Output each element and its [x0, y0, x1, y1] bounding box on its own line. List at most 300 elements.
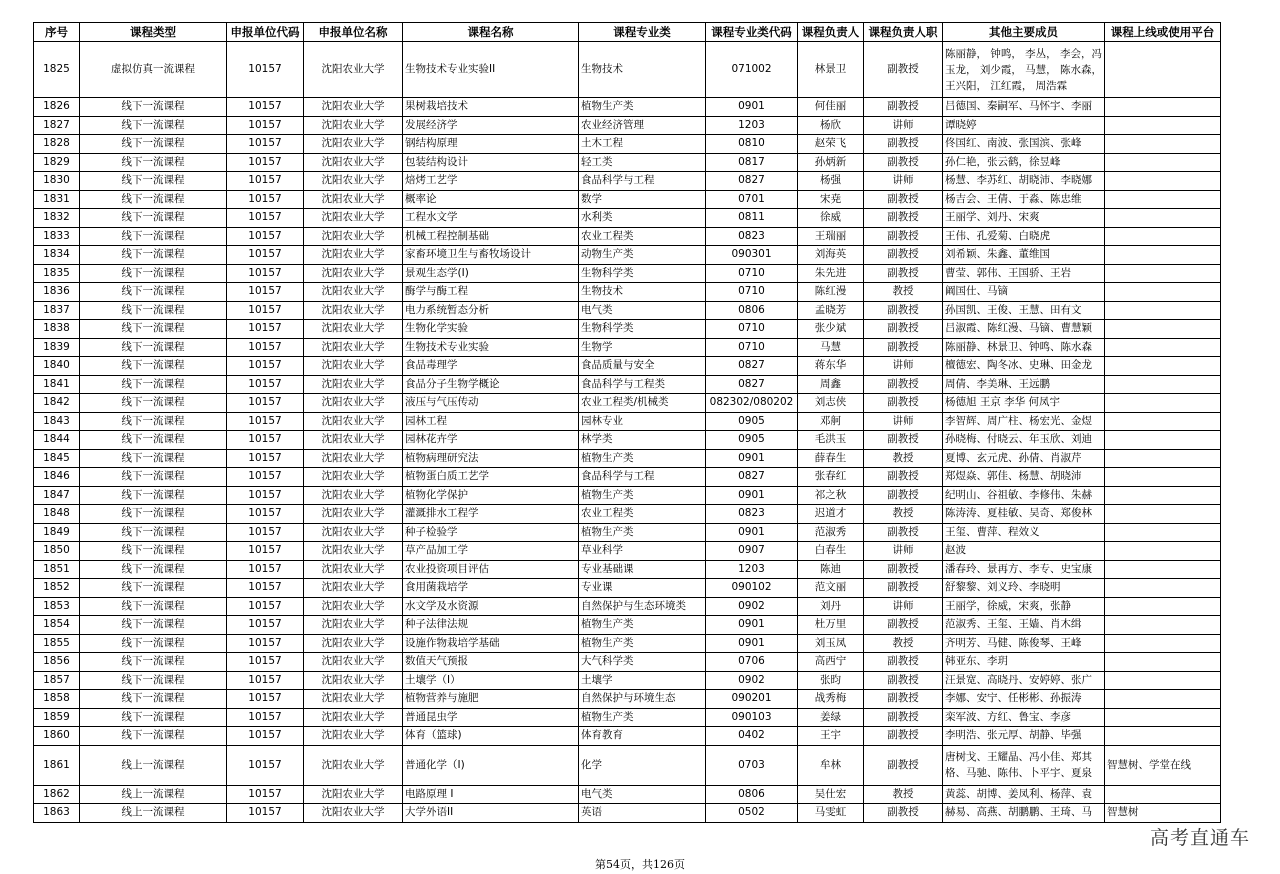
cell-lead-title: 教授 — [864, 449, 943, 468]
cell-major-category: 体育教育 — [579, 727, 706, 746]
cell-members: 赵波 — [943, 542, 1105, 561]
watermark-text: 高考直通车 — [1149, 827, 1250, 849]
cell-major-category: 大气科学类 — [579, 653, 706, 672]
cell-course-type: 线下一流课程 — [80, 486, 227, 505]
cell-course-name: 水文学及水资源 — [403, 597, 579, 616]
cell-unit-code: 10157 — [227, 523, 304, 542]
header-lead: 课程负责人 — [798, 23, 864, 42]
cell-major-code: 0806 — [706, 301, 798, 320]
cell-unit-name: 沈阳农业大学 — [304, 153, 403, 172]
cell-unit-code: 10157 — [227, 708, 304, 727]
cell-course-type: 线下一流课程 — [80, 116, 227, 135]
header-major-category: 课程专业类 — [579, 23, 706, 42]
cell-major-category: 英语 — [579, 804, 706, 823]
cell-course-name: 发展经济学 — [403, 116, 579, 135]
cell-major-category: 草业科学 — [579, 542, 706, 561]
cell-lead: 杨强 — [798, 172, 864, 191]
cell-platform — [1105, 560, 1221, 579]
cell-lead-title: 副教授 — [864, 579, 943, 598]
cell-unit-name: 沈阳农业大学 — [304, 98, 403, 117]
table-row — [34, 394, 1221, 413]
cell-lead: 朱先进 — [798, 264, 864, 283]
cell-major-category: 植物生产类 — [579, 708, 706, 727]
cell-platform — [1105, 153, 1221, 172]
cell-lead: 杨欣 — [798, 116, 864, 135]
cell-seq: 1862 — [34, 785, 80, 804]
cell-lead-title: 副教授 — [864, 338, 943, 357]
table-row — [34, 412, 1221, 431]
cell-course-name: 焙烤工艺学 — [403, 172, 579, 191]
cell-seq: 1859 — [34, 708, 80, 727]
cell-lead: 林景卫 — [798, 42, 864, 98]
cell-seq: 1849 — [34, 523, 80, 542]
cell-course-type: 线下一流课程 — [80, 505, 227, 524]
cell-members: 黄蕊、胡博、姜凤利、杨萍、袁 — [943, 785, 1105, 804]
cell-members: 吕淑霞、陈红漫、马镝、曹慧颖 — [943, 320, 1105, 339]
cell-major-code: 0827 — [706, 375, 798, 394]
cell-major-code: 0710 — [706, 283, 798, 302]
cell-members: 齐明芳、马健、陈俊琴、王峰 — [943, 634, 1105, 653]
cell-platform: 智慧树、学堂在线 — [1105, 745, 1221, 785]
cell-major-code: 0827 — [706, 357, 798, 376]
cell-members: 赫易、高燕、胡鹏鹏、王琦、马 — [943, 804, 1105, 823]
cell-major-code: 1203 — [706, 116, 798, 135]
cell-seq: 1856 — [34, 653, 80, 672]
cell-major-code: 0402 — [706, 727, 798, 746]
cell-seq: 1846 — [34, 468, 80, 487]
cell-course-name: 草产品加工学 — [403, 542, 579, 561]
cell-members: 潘春玲、景再方、李专、史宝康 — [943, 560, 1105, 579]
cell-platform — [1105, 708, 1221, 727]
cell-lead-title: 副教授 — [864, 375, 943, 394]
cell-course-name: 灌溉排水工程学 — [403, 505, 579, 524]
cell-seq: 1832 — [34, 209, 80, 228]
cell-major-code: 0502 — [706, 804, 798, 823]
cell-unit-name: 沈阳农业大学 — [304, 785, 403, 804]
cell-major-code: 0710 — [706, 320, 798, 339]
cell-platform — [1105, 785, 1221, 804]
cell-major-code: 090103 — [706, 708, 798, 727]
cell-unit-code: 10157 — [227, 153, 304, 172]
cell-major-category: 专业基础课 — [579, 560, 706, 579]
cell-platform — [1105, 616, 1221, 635]
cell-major-code: 0901 — [706, 523, 798, 542]
table-row — [34, 616, 1221, 635]
cell-major-category: 植物生产类 — [579, 449, 706, 468]
cell-platform — [1105, 449, 1221, 468]
table-row — [34, 42, 1221, 98]
cell-members: 纪明山、谷祖敏、李修伟、朱赫 — [943, 486, 1105, 505]
cell-seq: 1840 — [34, 357, 80, 376]
cell-platform — [1105, 98, 1221, 117]
cell-course-name: 钢结构原理 — [403, 135, 579, 154]
cell-major-category: 生物科学类 — [579, 320, 706, 339]
cell-seq: 1835 — [34, 264, 80, 283]
cell-members: 陈丽静， 钟鸣， 李丛， 李会，冯 玉龙， 刘少霞， 马慧， 陈水森， 王兴阳， 江红霞， 周浩霖 — [943, 42, 1105, 98]
cell-platform — [1105, 116, 1221, 135]
cell-course-type: 线下一流课程 — [80, 634, 227, 653]
cell-unit-code: 10157 — [227, 671, 304, 690]
cell-seq: 1845 — [34, 449, 80, 468]
cell-lead: 张少斌 — [798, 320, 864, 339]
cell-course-name: 果树栽培技术 — [403, 98, 579, 117]
cell-unit-name: 沈阳农业大学 — [304, 616, 403, 635]
cell-course-type: 线下一流课程 — [80, 320, 227, 339]
cell-seq: 1850 — [34, 542, 80, 561]
cell-course-type: 线下一流课程 — [80, 412, 227, 431]
cell-platform — [1105, 320, 1221, 339]
cell-seq: 1830 — [34, 172, 80, 191]
header-lead-title: 课程负责人职 — [864, 23, 943, 42]
cell-major-category: 轻工类 — [579, 153, 706, 172]
cell-unit-name: 沈阳农业大学 — [304, 671, 403, 690]
cell-unit-code: 10157 — [227, 690, 304, 709]
cell-lead-title: 副教授 — [864, 98, 943, 117]
cell-lead: 姜绿 — [798, 708, 864, 727]
cell-lead: 马慧 — [798, 338, 864, 357]
cell-lead-title: 讲师 — [864, 597, 943, 616]
cell-major-category: 农业工程类 — [579, 227, 706, 246]
cell-major-code: 0710 — [706, 338, 798, 357]
cell-lead-title: 副教授 — [864, 468, 943, 487]
cell-lead: 蒋东华 — [798, 357, 864, 376]
cell-course-type: 线下一流课程 — [80, 227, 227, 246]
table-row — [34, 745, 1221, 785]
cell-course-name: 概率论 — [403, 190, 579, 209]
cell-major-category: 生物科学类 — [579, 264, 706, 283]
cell-course-name: 园林工程 — [403, 412, 579, 431]
cell-unit-code: 10157 — [227, 745, 304, 785]
cell-lead: 邓舸 — [798, 412, 864, 431]
cell-major-code: 082302/080202 — [706, 394, 798, 413]
cell-unit-code: 10157 — [227, 431, 304, 450]
cell-lead-title: 副教授 — [864, 690, 943, 709]
cell-major-code: 0827 — [706, 468, 798, 487]
cell-seq: 1826 — [34, 98, 80, 117]
table-row — [34, 301, 1221, 320]
cell-unit-code: 10157 — [227, 785, 304, 804]
cell-members: 杨德旭 王京 李华 何凤宇 — [943, 394, 1105, 413]
cell-seq: 1848 — [34, 505, 80, 524]
cell-course-type: 线下一流课程 — [80, 671, 227, 690]
cell-major-category: 食品科学与工程类 — [579, 375, 706, 394]
header-course-name: 课程名称 — [403, 23, 579, 42]
cell-major-category: 自然保护与生态环境类 — [579, 597, 706, 616]
cell-major-code: 0905 — [706, 412, 798, 431]
cell-course-name: 电力系统暂态分析 — [403, 301, 579, 320]
cell-members: 陈丽静、林景卫、钟鸣、陈水森 — [943, 338, 1105, 357]
cell-lead: 陈红漫 — [798, 283, 864, 302]
cell-unit-name: 沈阳农业大学 — [304, 42, 403, 98]
cell-members: 李明浩、张元厚、胡静、毕强 — [943, 727, 1105, 746]
cell-seq: 1852 — [34, 579, 80, 598]
cell-unit-name: 沈阳农业大学 — [304, 523, 403, 542]
cell-course-name: 家畜环境卫生与畜牧场设计 — [403, 246, 579, 265]
cell-major-category: 电气类 — [579, 785, 706, 804]
cell-major-category: 化学 — [579, 745, 706, 785]
cell-unit-name: 沈阳农业大学 — [304, 375, 403, 394]
cell-lead-title: 副教授 — [864, 745, 943, 785]
cell-course-name: 植物营养与施肥 — [403, 690, 579, 709]
cell-course-type: 线下一流课程 — [80, 690, 227, 709]
cell-platform — [1105, 579, 1221, 598]
cell-course-name: 食品毒理学 — [403, 357, 579, 376]
cell-seq: 1839 — [34, 338, 80, 357]
cell-course-type: 线上一流课程 — [80, 745, 227, 785]
cell-unit-code: 10157 — [227, 468, 304, 487]
cell-lead: 白春生 — [798, 542, 864, 561]
cell-platform — [1105, 634, 1221, 653]
cell-course-type: 线下一流课程 — [80, 264, 227, 283]
table-row — [34, 597, 1221, 616]
cell-lead-title: 副教授 — [864, 523, 943, 542]
table-row — [34, 153, 1221, 172]
cell-lead-title: 副教授 — [864, 264, 943, 283]
cell-unit-name: 沈阳农业大学 — [304, 542, 403, 561]
cell-course-name: 酶学与酶工程 — [403, 283, 579, 302]
cell-course-type: 线下一流课程 — [80, 579, 227, 598]
cell-lead: 王宇 — [798, 727, 864, 746]
cell-seq: 1827 — [34, 116, 80, 135]
cell-major-category: 土木工程 — [579, 135, 706, 154]
cell-major-category: 林学类 — [579, 431, 706, 450]
cell-platform — [1105, 505, 1221, 524]
cell-unit-code: 10157 — [227, 634, 304, 653]
header-course-type: 课程类型 — [80, 23, 227, 42]
cell-unit-code: 10157 — [227, 98, 304, 117]
cell-unit-code: 10157 — [227, 42, 304, 98]
cell-members: 吕德国、秦嗣军、马怀宇、李丽 — [943, 98, 1105, 117]
cell-course-type: 线下一流课程 — [80, 338, 227, 357]
cell-major-code: 0907 — [706, 542, 798, 561]
cell-major-code: 0901 — [706, 486, 798, 505]
cell-members: 栾军波、方红、鲁宝、李彦 — [943, 708, 1105, 727]
cell-course-name: 电路原理 I — [403, 785, 579, 804]
cell-members: 汪景宽、高晓丹、安婷婷、张广 — [943, 671, 1105, 690]
cell-unit-code: 10157 — [227, 653, 304, 672]
cell-members: 刘希颖、朱鑫、董维国 — [943, 246, 1105, 265]
cell-course-type: 线下一流课程 — [80, 301, 227, 320]
cell-platform — [1105, 597, 1221, 616]
cell-members: 杨慧、李苏红、胡晓沛、李晓娜 — [943, 172, 1105, 191]
cell-platform — [1105, 357, 1221, 376]
cell-course-name: 植物化学保护 — [403, 486, 579, 505]
cell-unit-name: 沈阳农业大学 — [304, 301, 403, 320]
cell-platform — [1105, 135, 1221, 154]
cell-major-category: 植物生产类 — [579, 616, 706, 635]
table-row — [34, 98, 1221, 117]
cell-lead-title: 副教授 — [864, 209, 943, 228]
cell-unit-name: 沈阳农业大学 — [304, 449, 403, 468]
cell-course-name: 植物蛋白质工艺学 — [403, 468, 579, 487]
cell-unit-code: 10157 — [227, 579, 304, 598]
cell-major-category: 食品科学与工程 — [579, 468, 706, 487]
cell-members: 王伟、孔爱菊、白晓虎 — [943, 227, 1105, 246]
cell-lead-title: 副教授 — [864, 301, 943, 320]
table-row — [34, 449, 1221, 468]
cell-lead-title: 副教授 — [864, 227, 943, 246]
cell-unit-name: 沈阳农业大学 — [304, 116, 403, 135]
cell-course-name: 普通化学（I) — [403, 745, 579, 785]
cell-major-code: 090201 — [706, 690, 798, 709]
table-row — [34, 486, 1221, 505]
cell-unit-name: 沈阳农业大学 — [304, 209, 403, 228]
cell-course-type: 线下一流课程 — [80, 449, 227, 468]
cell-unit-code: 10157 — [227, 209, 304, 228]
cell-unit-name: 沈阳农业大学 — [304, 727, 403, 746]
cell-course-type: 线下一流课程 — [80, 209, 227, 228]
cell-course-name: 园林花卉学 — [403, 431, 579, 450]
cell-seq: 1843 — [34, 412, 80, 431]
cell-major-code: 0901 — [706, 449, 798, 468]
cell-major-code: 0706 — [706, 653, 798, 672]
cell-major-code: 0905 — [706, 431, 798, 450]
cell-course-type: 线下一流课程 — [80, 523, 227, 542]
cell-unit-code: 10157 — [227, 338, 304, 357]
cell-course-type: 线下一流课程 — [80, 542, 227, 561]
cell-course-name: 食品分子生物学概论 — [403, 375, 579, 394]
cell-course-type: 虚拟仿真一流课程 — [80, 42, 227, 98]
cell-seq: 1829 — [34, 153, 80, 172]
cell-seq: 1841 — [34, 375, 80, 394]
cell-unit-code: 10157 — [227, 597, 304, 616]
cell-unit-code: 10157 — [227, 375, 304, 394]
cell-platform — [1105, 283, 1221, 302]
cell-major-category: 电气类 — [579, 301, 706, 320]
cell-unit-name: 沈阳农业大学 — [304, 320, 403, 339]
cell-major-code: 0710 — [706, 264, 798, 283]
cell-course-name: 工程水文学 — [403, 209, 579, 228]
cell-course-type: 线下一流课程 — [80, 431, 227, 450]
cell-major-code: 0901 — [706, 98, 798, 117]
table-row — [34, 708, 1221, 727]
cell-platform — [1105, 523, 1221, 542]
table-row — [34, 375, 1221, 394]
cell-lead: 何佳丽 — [798, 98, 864, 117]
cell-major-category: 土壤学 — [579, 671, 706, 690]
cell-lead: 宋尭 — [798, 190, 864, 209]
cell-course-type: 线下一流课程 — [80, 375, 227, 394]
cell-platform — [1105, 412, 1221, 431]
cell-lead: 张春红 — [798, 468, 864, 487]
cell-major-code: 0823 — [706, 505, 798, 524]
header-unit-name: 申报单位名称 — [304, 23, 403, 42]
cell-major-category: 植物生产类 — [579, 98, 706, 117]
table-row — [34, 357, 1221, 376]
cell-unit-name: 沈阳农业大学 — [304, 431, 403, 450]
cell-lead: 赵荣飞 — [798, 135, 864, 154]
cell-platform — [1105, 264, 1221, 283]
cell-members: 孙国凯、王俊、王慧、田有文 — [943, 301, 1105, 320]
cell-major-category: 农业经济管理 — [579, 116, 706, 135]
cell-unit-name: 沈阳农业大学 — [304, 486, 403, 505]
cell-lead: 范淑秀 — [798, 523, 864, 542]
cell-unit-name: 沈阳农业大学 — [304, 190, 403, 209]
table-row — [34, 172, 1221, 191]
cell-unit-name: 沈阳农业大学 — [304, 468, 403, 487]
cell-lead-title: 副教授 — [864, 708, 943, 727]
cell-members: 范淑秀、王玺、王嫱、肖木缉 — [943, 616, 1105, 635]
cell-unit-code: 10157 — [227, 449, 304, 468]
cell-major-code: 0811 — [706, 209, 798, 228]
cell-lead: 毛洪玉 — [798, 431, 864, 450]
table-row — [34, 542, 1221, 561]
cell-members: 周倩、李美琳、王远鹏 — [943, 375, 1105, 394]
cell-unit-code: 10157 — [227, 283, 304, 302]
table-row — [34, 283, 1221, 302]
table-row — [34, 209, 1221, 228]
cell-major-category: 农业工程类 — [579, 505, 706, 524]
table-row — [34, 727, 1221, 746]
cell-unit-name: 沈阳农业大学 — [304, 653, 403, 672]
cell-unit-code: 10157 — [227, 264, 304, 283]
cell-lead-title: 讲师 — [864, 357, 943, 376]
cell-course-type: 线上一流课程 — [80, 804, 227, 823]
cell-major-category: 专业课 — [579, 579, 706, 598]
cell-platform — [1105, 671, 1221, 690]
cell-seq: 1837 — [34, 301, 80, 320]
cell-platform — [1105, 209, 1221, 228]
cell-platform — [1105, 375, 1221, 394]
table-row — [34, 560, 1221, 579]
cell-lead: 孟晓芳 — [798, 301, 864, 320]
cell-major-category: 食品科学与工程 — [579, 172, 706, 191]
cell-major-code: 0703 — [706, 745, 798, 785]
cell-lead: 马雯虹 — [798, 804, 864, 823]
cell-unit-code: 10157 — [227, 394, 304, 413]
cell-platform — [1105, 690, 1221, 709]
cell-platform — [1105, 486, 1221, 505]
cell-platform — [1105, 246, 1221, 265]
cell-platform — [1105, 301, 1221, 320]
cell-course-name: 种子检验学 — [403, 523, 579, 542]
cell-unit-name: 沈阳农业大学 — [304, 505, 403, 524]
cell-unit-code: 10157 — [227, 412, 304, 431]
cell-lead: 刘玉凤 — [798, 634, 864, 653]
cell-course-name: 体育（篮球) — [403, 727, 579, 746]
cell-lead: 刘丹 — [798, 597, 864, 616]
cell-unit-name: 沈阳农业大学 — [304, 597, 403, 616]
cell-lead-title: 副教授 — [864, 394, 943, 413]
cell-members: 曹莹、郭伟、王国骄、王岩 — [943, 264, 1105, 283]
cell-lead: 刘海英 — [798, 246, 864, 265]
cell-course-type: 线下一流课程 — [80, 153, 227, 172]
cell-course-name: 土壤学（Ⅰ） — [403, 671, 579, 690]
cell-major-category: 动物生产类 — [579, 246, 706, 265]
table-row — [34, 320, 1221, 339]
cell-lead-title: 讲师 — [864, 542, 943, 561]
cell-lead-title: 副教授 — [864, 42, 943, 98]
cell-platform — [1105, 431, 1221, 450]
cell-unit-code: 10157 — [227, 320, 304, 339]
cell-unit-name: 沈阳农业大学 — [304, 412, 403, 431]
table-row — [34, 264, 1221, 283]
cell-members: 夏博、玄元虎、孙倩、肖淑芹 — [943, 449, 1105, 468]
cell-lead-title: 副教授 — [864, 431, 943, 450]
cell-lead: 牟林 — [798, 745, 864, 785]
cell-seq: 1828 — [34, 135, 80, 154]
table-row — [34, 338, 1221, 357]
cell-major-code: 0901 — [706, 634, 798, 653]
cell-platform: 智慧树 — [1105, 804, 1221, 823]
cell-unit-code: 10157 — [227, 135, 304, 154]
cell-unit-code: 10157 — [227, 357, 304, 376]
cell-members: 佟国红、南波、张国滨、张峰 — [943, 135, 1105, 154]
cell-lead-title: 副教授 — [864, 727, 943, 746]
cell-unit-name: 沈阳农业大学 — [304, 246, 403, 265]
cell-course-name: 种子法律法规 — [403, 616, 579, 635]
cell-seq: 1853 — [34, 597, 80, 616]
